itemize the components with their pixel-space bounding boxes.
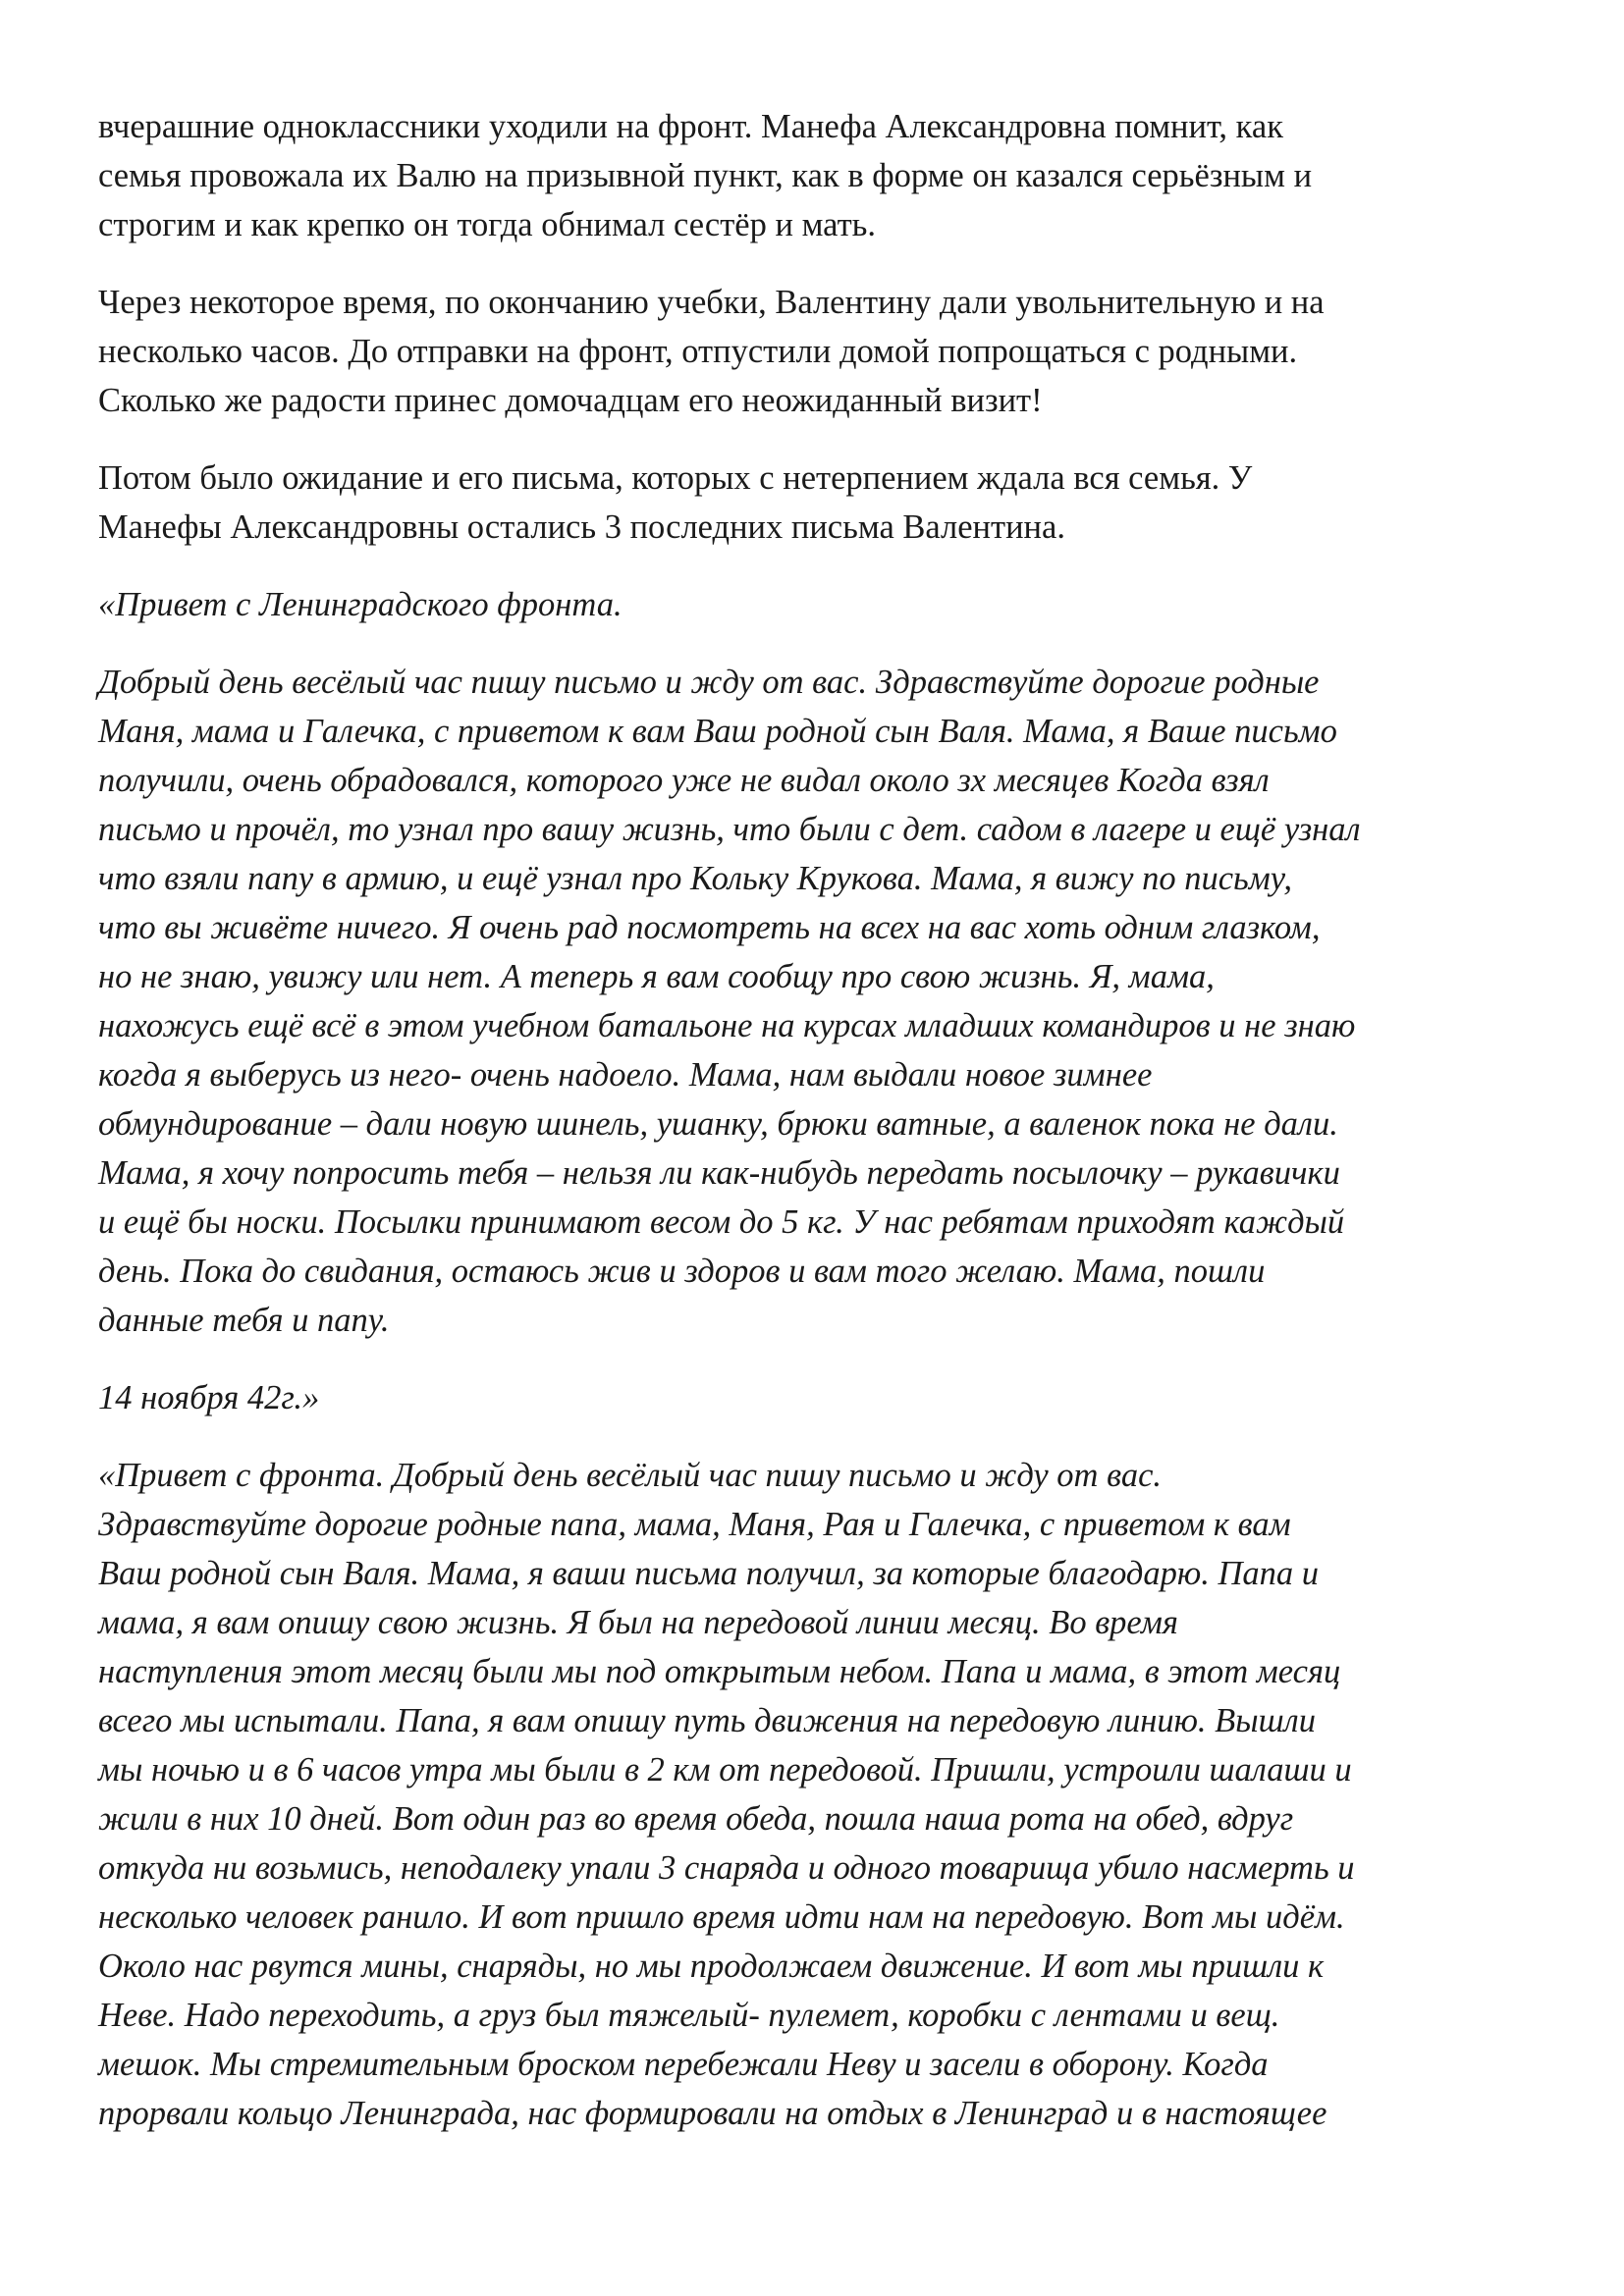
text-line: несколько часов. До отправки на фронт, отпустили домой попрощаться с родными. (98, 333, 1298, 370)
text-line: Ваш родной сын Валя. Мама, я ваши письма получил, за которые благодарю. Папа и (98, 1555, 1319, 1592)
text-line: Манефы Александровны остались 3 последних письма Валентина. (98, 508, 1065, 546)
text-line: всего мы испытали. Папа, я вам опишу путь движения на передовую линию. Вышли (98, 1702, 1316, 1739)
text-line: жили в них 10 дней. Вот один раз во время обеда, пошла наша рота на обед, вдруг (98, 1800, 1294, 1838)
text-line: откуда ни возьмись, неподалеку упали 3 снаряда и одного товарища убило насмерть и (98, 1849, 1355, 1887)
text-line: что взяли папу в армию, и ещё узнал про Кольку Крукова. Мама, я вижу по письму, (98, 860, 1292, 897)
text-paragraph (98, 278, 1532, 425)
text-line: обмундирование – дали новую шинель, ушанку, брюки ватные, а валенок пока не дали. (98, 1105, 1338, 1143)
text-line: письмо и прочёл, то узнал про вашу жизнь, что были с дет. садом в лагере и ещё узнал (98, 811, 1361, 848)
text-line: что вы живёте ничего. Я очень рад посмотреть на всех на вас хоть одним глазком, (98, 909, 1321, 946)
text-line: Потом было ожидание и его письма, которых с нетерпением ждала вся семья. У (98, 459, 1253, 497)
text-line: когда я выберусь из него- очень надоело. Мама, нам выдали новое зимнее (98, 1056, 1153, 1094)
text-line: вчерашние одноклассники уходили на фронт. Манефа Александровна помнит, как (98, 108, 1283, 145)
text-line: получили, очень обрадовался, которого уже не видал около зх месяцев Когда взял (98, 762, 1270, 799)
text-line: мы ночью и в 6 часов утра мы были в 2 км от передовой. Пришли, устроили шалаши и (98, 1751, 1352, 1789)
text-line: данные тебя и папу. (98, 1302, 390, 1339)
text-line: Здравствуйте дорогие родные папа, мама, Маня, Рая и Галечка, с приветом к вам (98, 1506, 1291, 1543)
letter-paragraph (98, 1373, 1532, 1422)
text-line: наступления этот месяц были мы под открытым небом. Папа и мама, в этот месяц (98, 1653, 1341, 1690)
text-line: Около нас рвутся мины, снаряды, но мы продолжаем движение. И вот мы пришли к (98, 1948, 1325, 1985)
text-line: несколько человек ранило. И вот пришло время идти нам на передовую. Вот мы идём. (98, 1898, 1345, 1936)
letter-paragraph (98, 1451, 1532, 2138)
text-line: Сколько же радости принес домочадцам его неожиданный визит! (98, 382, 1043, 419)
text-line: прорвали кольцо Ленинграда, нас формировали на отдых в Ленинград и в настоящее (98, 2095, 1327, 2132)
text-line: Неве. Надо переходить, а груз был тяжелый- пулемет, коробки с лентами и вещ. (98, 1997, 1280, 2034)
text-paragraph (98, 454, 1532, 552)
text-line: «Привет с фронта. Добрый день весёлый час пишу письмо и жду от вас. (98, 1457, 1163, 1494)
text-line: и ещё бы носки. Посылки принимают весом до 5 кг. У нас ребятам приходят каждый (98, 1203, 1345, 1241)
text-line: день. Пока до свидания, остаюсь жив и здоров и вам того желаю. Мама, пошли (98, 1253, 1266, 1290)
text-line: Маня, мама и Галечка, с приветом к вам Ваш родной сын Валя. Мама, я Ваше письмо (98, 713, 1337, 750)
text-line: мама, я вам опишу свою жизнь. Я был на передовой линии месяц. Во время (98, 1604, 1178, 1641)
letter-paragraph (98, 580, 1532, 629)
text-paragraph (98, 102, 1532, 249)
text-line: строгим и как крепко он тогда обнимал сестёр и мать. (98, 206, 877, 243)
text-line: 14 ноября 42г.» (98, 1379, 320, 1416)
text-line: «Привет с Ленинградского фронта. (98, 586, 623, 623)
text-line: нахожусь ещё всё в этом учебном батальоне на курсах младших командиров и не знаю (98, 1007, 1356, 1044)
text-line: семья провожала их Валю на призывной пункт, как в форме он казался серьёзным и (98, 157, 1313, 194)
text-line: но не знаю, увижу или нет. А теперь я вам сообщу про свою жизнь. Я, мама, (98, 958, 1215, 995)
document-body (98, 102, 1532, 2166)
text-line: Добрый день весёлый час пишу письмо и жду от вас. Здравствуйте дорогие родные (98, 664, 1320, 701)
text-line: мешок. Мы стремительным броском перебежали Неву и засели в оборону. Когда (98, 2046, 1269, 2083)
letter-paragraph (98, 658, 1532, 1345)
text-line: Через некоторое время, по окончанию учебки, Валентину дали увольнительную и на (98, 284, 1325, 321)
text-line: Мама, я хочу попросить тебя – нельзя ли как-нибудь передать посылочку – рукавички (98, 1154, 1340, 1192)
